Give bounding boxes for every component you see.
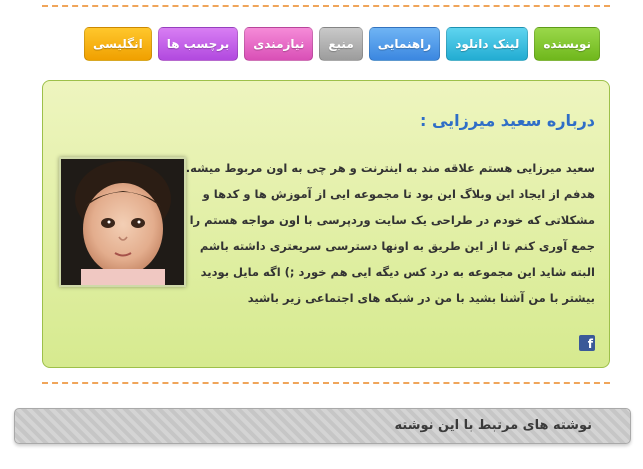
- top-divider: [42, 5, 610, 7]
- author-panel: [42, 80, 610, 368]
- related-posts-title: نوشته های مرتبط با این نوشته: [394, 418, 592, 433]
- tab-download-link[interactable]: لینک دانلود: [446, 27, 528, 61]
- bio-line: بیشتر با من آشنا بشید با من در شبکه های اجتماعی زیر باشید: [247, 291, 595, 305]
- author-photo-image: [61, 159, 184, 285]
- facebook-icon[interactable]: f: [579, 335, 595, 351]
- bio-line: هدفم از ایجاد این وبلاگ این بود تا مجموعه ایی از آموزش ها و کدها و: [202, 187, 595, 201]
- tab-tags[interactable]: برچسب ها: [158, 27, 239, 61]
- author-photo: [59, 157, 186, 287]
- bio-line: سعید میرزایی هستم علاقه مند به اینترنت و هر چی به اون مربوط میشه.: [185, 161, 595, 175]
- related-posts-header: [14, 408, 631, 444]
- tab-guide[interactable]: راهنمایی: [369, 27, 440, 61]
- tab-requirements[interactable]: نیازمندی: [244, 27, 313, 61]
- bio-line: البته شاید این مجموعه به درد کس دیگه ایی هم خورد ;) اگه مایل بودید: [200, 265, 595, 279]
- bio-line: جمع آوری کنم تا از این طریق به اونها دسترسی سریعتری داشته باشم: [199, 239, 595, 253]
- author-bio: [185, 155, 595, 311]
- bio-line: مشکلاتی که خودم در طراحی یک سایت وردپرسی با اون مواجه هستم را: [189, 213, 595, 227]
- tab-source[interactable]: منبع: [319, 27, 362, 61]
- tab-author[interactable]: نویسنده: [534, 27, 600, 61]
- author-tabs: [84, 27, 600, 61]
- tab-english[interactable]: انگلیسی: [84, 27, 152, 61]
- panel-title: درباره سعید میرزایی :: [419, 111, 595, 130]
- middle-divider: [42, 382, 610, 384]
